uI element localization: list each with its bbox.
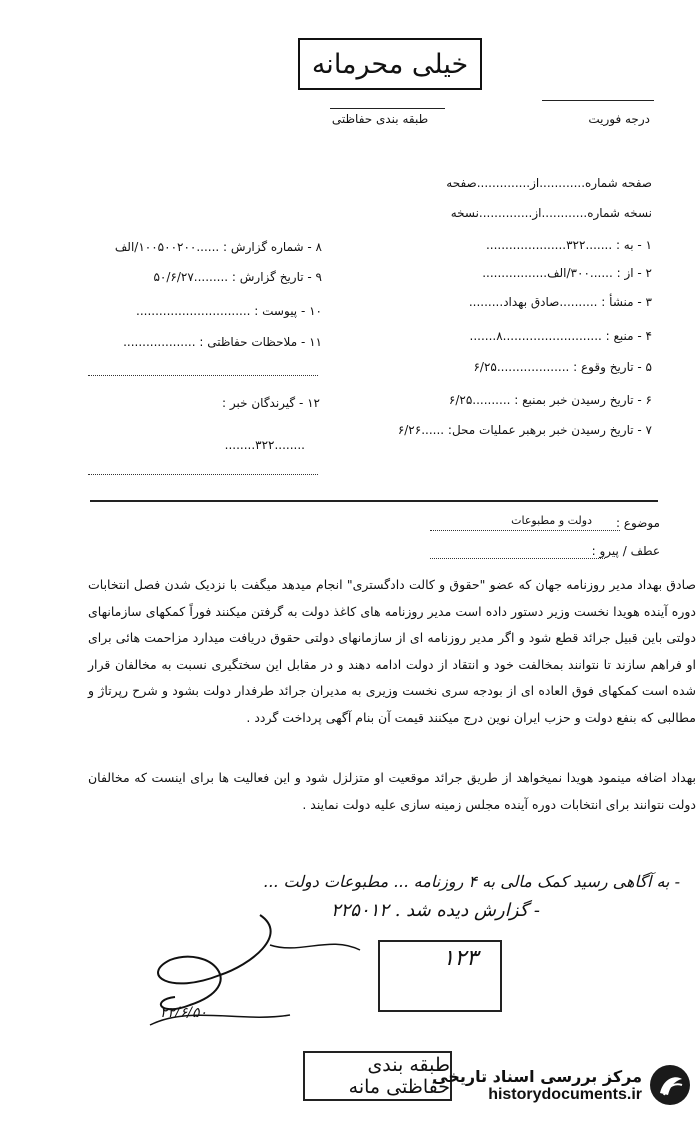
- security-class-label: طبقه بندی حفاظتی: [331, 112, 429, 126]
- handwritten-note-2: - گزارش دیده شد . ۲۲۵۰۱۲: [330, 900, 540, 921]
- recipient-value: ........۳۲۲........: [224, 438, 305, 452]
- classification-stamp: خیلی محرمانه: [298, 38, 482, 90]
- subject-label: موضوع :: [615, 516, 660, 530]
- security-class-line: [330, 108, 445, 109]
- bottom-classification-stamp: طبقه بندی حفاظتی مانه: [303, 1051, 452, 1101]
- field-source-date: ۶ - تاریخ رسیدن خبر بمنبع : ..........۶/۲۵: [448, 393, 652, 407]
- watermark-title: مرکز بررسی اسناد تاریخی: [432, 1066, 642, 1086]
- priority-line: [542, 100, 654, 101]
- registration-stamp-number: ۱۲۳: [442, 946, 478, 971]
- handwritten-note-1: - به آگاهی رسید کمک مالی به ۴ روزنامه ... مطبوعات دولت ...: [263, 872, 680, 891]
- field-report-date: ۹ - تاریخ گزارش : .........۵۰/۶/۲۷: [153, 270, 322, 284]
- priority-label: درجه فوریت: [588, 112, 650, 126]
- field-ops-date: ۷ - تاریخ رسیدن خبر برهبر عملیات محل: ......۶/۲۶: [397, 423, 652, 437]
- field-source: ۴ - منبع : ..........................۸.......: [469, 329, 652, 343]
- signature-date-note: ۲۲/۶/۵۰: [160, 1005, 208, 1021]
- field-copy-number: نسخه شماره............از..............نسخه: [450, 206, 652, 220]
- subject-line: [430, 530, 620, 531]
- field-recipients: ۱۲ - گیرندگان خبر :: [222, 396, 320, 410]
- body-paragraph-1: صادق بهداد مدیر روزنامه جهان که عضو "حقوق و کالت دادگستری" انجام میدهد میگفت با نزدیک شدن فصل انتخابات دوره آینده هویدا نخست وزیر دستور داده است مدیر روزنامه های کاغذ دولت به گرفتن میکنند فوراً کمکهای سازمانهای دولتی باین قبیل جرائد قطع شود و اگر مدیر روزنامه ای از سازمانهای دولتی حقوق دریافت میدارد مزاحمت هائی برای او فراهم سازند تا نتوانند بمخالفت خود و انتقاد از دولت ادامه دهند و در مقابل این سختگیری نسبت به مخالفان قرار شده است کمکهای فوق العاده ای از بودجه سری نخست وزیری به مدیران جرائد طرفدار دولت بشود و شرح رپرتاژ و مطالبی که بنفع دولت و حزب ایران نوین درج میکنند قیمت آن بنام آگهی پرداخت گردد .: [88, 577, 696, 725]
- field-report-number: ۸ - شماره گزارش : ......۱۰۰۵۰۰۲۰۰/الف: [114, 240, 322, 254]
- reference-line: [430, 558, 605, 559]
- dotted-line: [88, 375, 318, 376]
- dotted-line: [88, 474, 318, 475]
- field-origin: ۳ - منشأ : ..........صادق بهداد.........: [468, 295, 652, 309]
- field-to: ۱ - به : .......۳۲۲.....................: [485, 238, 652, 252]
- field-attachment: ۱۰ - پیوست : ..............................: [136, 304, 322, 318]
- registration-stamp-box: [378, 940, 502, 1012]
- watermark-url: historydocuments.ir: [488, 1085, 642, 1103]
- field-event-date: ۵ - تاریخ وقوع : ...................۶/۲۵: [473, 360, 652, 374]
- subject-value: دولت و مطبوعات: [511, 514, 592, 527]
- reference-label: عطف / پیرو :: [591, 544, 660, 558]
- field-from: ۲ - از : ......۳۰۰/الف.................: [482, 266, 652, 280]
- body-paragraph-2: بهداد اضافه مینمود هویدا نمیخواهد از طریق جرائد موقعیت او متزلزل شود و این فعالیت ها برای اینست که مخالفان دولت نتوانند برای انتخابات دوره آینده مجلس زمینه سازی علیه دولت نمایند .: [88, 770, 696, 812]
- watermark: [432, 1063, 692, 1107]
- field-page-number: صفحه شماره............از..............صفحه: [446, 176, 652, 190]
- section-separator: [90, 500, 658, 502]
- archive-logo-icon: [648, 1063, 692, 1107]
- field-security-notes: ۱۱ - ملاحظات حفاظتی : ...................: [123, 335, 322, 349]
